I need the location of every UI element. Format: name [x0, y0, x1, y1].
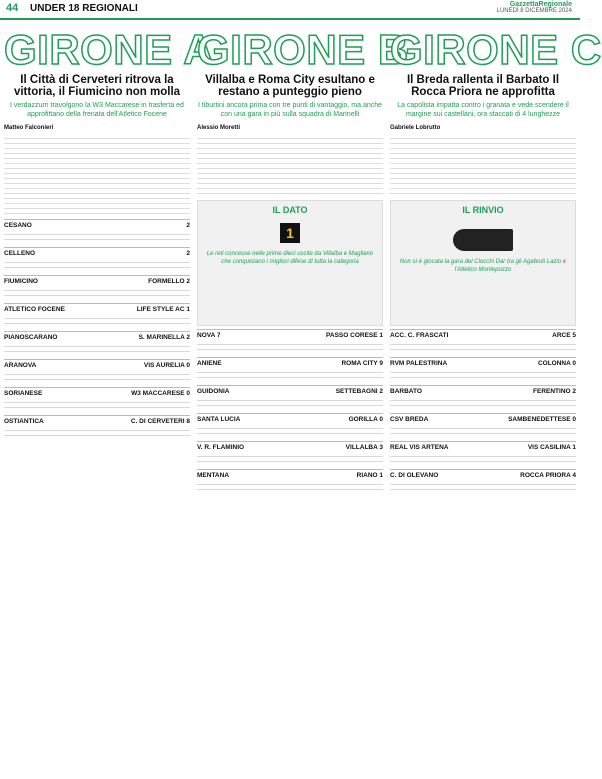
girone-a-subline: I verdazzurri travolgono la W3 Maccarese in trasferta ed approfittano della frenata dell'Atletico Focene	[10, 102, 184, 118]
girone-a-byline: Matteo Falconieri	[4, 125, 54, 131]
match-row: SANTA LUCIA GORILLA 0	[197, 413, 383, 438]
newspaper-name: GazzettaRegionale	[509, 1, 572, 8]
match-row: FIUMICINO FORMELLO 2	[4, 275, 190, 300]
girone-a-column	[4, 22, 215, 773]
match-row: RVM PALESTRINA COLONNA 0	[390, 357, 576, 382]
whistle-icon	[453, 229, 513, 251]
article-body-placeholder	[390, 134, 576, 194]
girone-a-headline: Il Città di Cerveteri ritrova la vittoria, il Fiumicino non molla	[13, 74, 181, 98]
girone-a-title: GIRONE A	[4, 26, 215, 73]
il-rinvio-box	[390, 200, 576, 326]
girone-b-headline: Villalba e Roma City esultano e restano a punteggio pieno	[205, 74, 375, 98]
page-header	[0, 0, 580, 20]
il-dato-text: Le reti concesse nelle prime dieci uscite da Villalba e Magliano che conquistano i migliori difese di tutta la categoria	[206, 251, 374, 265]
match-row: NOVA 7 PASSO CORESE 1	[197, 329, 383, 354]
match-row: ATLETICO FOCENE LIFE STYLE AC 1	[4, 303, 190, 328]
match-row: REAL VIS ARTENA VIS CASILINA 1	[390, 441, 576, 466]
masthead	[497, 1, 572, 14]
girone-c-headline: Il Breda rallenta il Barbato Il Rocca Priora ne approfitta	[406, 74, 560, 98]
match-row: MENTANA RIANO 1	[197, 469, 383, 494]
match-row: ARANOVA VIS AURELIA 0	[4, 359, 190, 384]
issue-date: LUNEDÌ 8 DICEMBRE 2024	[496, 8, 572, 14]
girone-b-title: GIRONE B	[197, 26, 409, 73]
article-body-placeholder	[197, 134, 383, 194]
girone-c-title: GIRONE C	[390, 26, 602, 73]
girone-c-byline: Gabriele Lobrutto	[390, 125, 441, 131]
match-row: BARBATO FERENTINO 2	[390, 385, 576, 410]
girone-b-byline: Alessio Moretti	[197, 125, 241, 131]
match-row: SORIANESE W3 MACCARESE 0	[4, 387, 190, 412]
match-row: ANIENE ROMA CITY 9	[197, 357, 383, 382]
page-number: 44	[6, 2, 19, 14]
match-row: PIANOSCARANO S. MARINELLA 2	[4, 331, 190, 356]
match-row: CSV BREDA SAMBENEDETTESE 0	[390, 413, 576, 438]
il-dato-number: 1	[280, 223, 300, 243]
match-row: OSTIANTICA C. DI CERVETERI 8	[4, 415, 190, 440]
il-rinvio-title: IL RINVIO	[462, 205, 504, 215]
girone-b-column	[197, 22, 409, 773]
girone-c-subline: La capolista impatta contro i granata e vede scendere il margine sui castellani, ora staccati di 4 lunghezze	[397, 102, 569, 118]
match-row: C. DI OLEVANO ROCCA PRIORA 4	[390, 469, 576, 494]
match-row: CESANO 2	[4, 219, 190, 244]
section-title: UNDER 18 REGIONALI	[30, 3, 138, 14]
match-row: GUIDONIA SETTEBAGNI 2	[197, 385, 383, 410]
il-dato-box	[197, 200, 383, 326]
match-row: ACC. C. FRASCATI ARCE 5	[390, 329, 576, 354]
il-rinvio-text: Non si è giocata la gara del Ciocchi Dar tra gli Agafeuti Lazio e l'Atletico Montepozzo	[399, 259, 567, 273]
match-row: V. R. FLAMINIO VILLALBA 3	[197, 441, 383, 466]
girone-c-column	[390, 22, 602, 773]
girone-b-subline: I tiburtini ancora prima con tre punti di vantaggio, ma anche con una gara in più sulla squadra di Marinelli	[197, 102, 383, 118]
match-row: CELLENO 2	[4, 247, 190, 272]
article-body-placeholder	[4, 134, 190, 216]
il-dato-title: IL DATO	[272, 205, 308, 215]
